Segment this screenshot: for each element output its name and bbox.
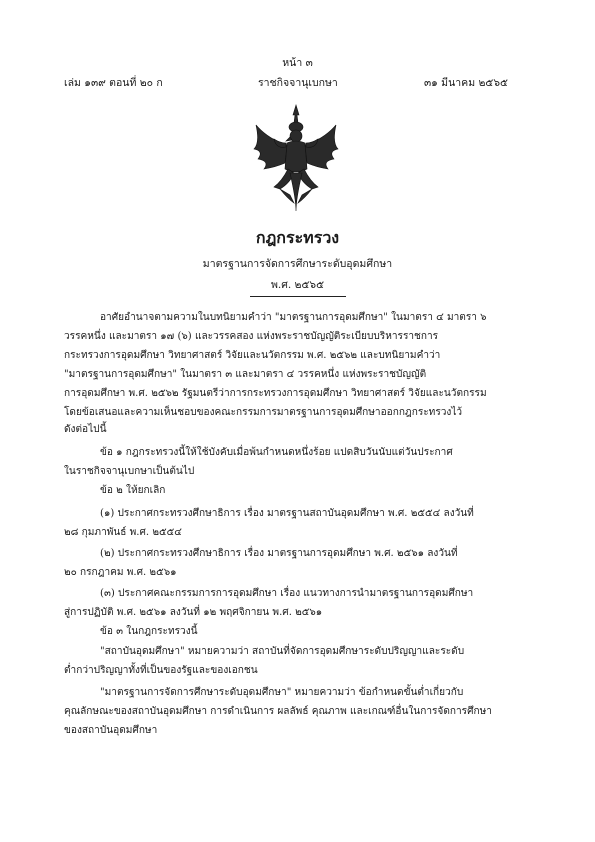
clause-line: ข้อ ๑ กฎกระทรวงนี้ให้ใช้บังคับเมื่อพ้นกำหนดหนึ่งร้อย แปดสิบวันนับแต่วันประกาศ [100,447,453,458]
definition-line: "มาตรฐานการจัดการศึกษาระดับอุดมศึกษา" หมายความว่า ข้อกำหนดขั้นต่ำเกี่ยวกับ [100,687,464,698]
definition-line: "สถาบันอุดมศึกษา" หมายความว่า สถาบันที่จัดการอุดมศึกษาระดับปริญญาและระดับ [100,646,465,657]
body-line: ดังต่อไปนี้ [64,424,107,435]
clause-line: ข้อ ๓ ในกฎกระทรวงนี้ [100,626,198,637]
body-line: อาศัยอำนาจตามความในบทนิยามคำว่า "มาตรฐานการอุดมศึกษา" ในมาตรา ๔ มาตรา ๖ [100,312,487,323]
clause-line: (๒) ประกาศกระทรวงศึกษาธิการ เรื่อง มาตรฐานการอุดมศึกษา พ.ศ. ๒๕๖๑ ลงวันที่ [100,548,458,559]
body-line: กระทรวงการอุดมศึกษา วิทยาศาสตร์ วิจัยและนวัตกรรม พ.ศ. ๒๕๖๒ และบทนิยามคำว่า [64,350,441,361]
body-line: "มาตรฐานการอุดมศึกษา" ในมาตรา ๓ และมาตรา ๔ วรรคหนึ่ง แห่งพระราชบัญญัติ [64,369,427,380]
clause-line: (๑) ประกาศกระทรวงศึกษาธิการ เรื่อง มาตรฐานสถาบันอุดมศึกษา พ.ศ. ๒๕๕๔ ลงวันที่ [100,508,474,519]
page-number: หน้า ๓ [282,57,313,69]
definition-line: คุณลักษณะของสถาบันอุดมศึกษา การดำเนินการ ผลลัพธ์ คุณภาพ และเกณฑ์อื่นในการจัดการศึกษา [64,706,492,717]
document-subtitle: มาตรฐานการจัดการศึกษาระดับอุดมศึกษา [202,258,393,270]
clause-line: ในราชกิจจานุเบกษาเป็นต้นไป [64,466,195,477]
definition-line: ของสถาบันอุดมศึกษา [64,725,158,736]
clause-line: (๓) ประกาศคณะกรรมการการอุดมศึกษา เรื่อง แนวทางการนำมาตรฐานการอุดมศึกษา [100,588,474,599]
body-line: การอุดมศึกษา พ.ศ. ๒๕๖๒ รัฐมนตรีว่าการกระทรวงการอุดมศึกษา วิทยาศาสตร์ วิจัยและนวัตกรรม [64,388,487,399]
garuda-emblem-icon [250,103,342,215]
gazette-date: ๓๑ มีนาคม ๒๕๖๕ [424,77,508,89]
document-year: พ.ศ. ๒๕๖๕ [270,279,325,291]
gazette-name: ราชกิจจานุเบกษา [258,77,338,89]
clause-line: ๒๘ กุมภาพันธ์ พ.ศ. ๒๕๕๔ [64,527,182,538]
body-line: วรรคหนึ่ง และมาตรา ๑๗ (๖) และวรรคสอง แห่งพระราชบัญญัติระเบียบบริหารราชการ [64,331,439,342]
clause-line: ข้อ ๒ ให้ยกเลิก [100,485,166,496]
clause-line: ๒๐ กรกฎาคม พ.ศ. ๒๕๖๑ [64,567,177,578]
definition-line: ต่ำกว่าปริญญาทั้งที่เป็นของรัฐและของเอกชน [64,665,258,676]
clause-line: สู่การปฏิบัติ พ.ศ. ๒๕๖๑ ลงวันที่ ๑๒ พฤศจิกายน พ.ศ. ๒๕๖๑ [64,607,323,618]
body-line: โดยข้อเสนอและความเห็นชอบของคณะกรรมการมาตรฐานการอุดมศึกษาออกกฎกระทรวงไว้ [64,407,463,418]
document-title: กฎกระทรวง [255,228,340,247]
gazette-volume: เล่ม ๑๓๙ ตอนที่ ๒๐ ก [64,77,163,89]
title-divider [250,296,346,297]
